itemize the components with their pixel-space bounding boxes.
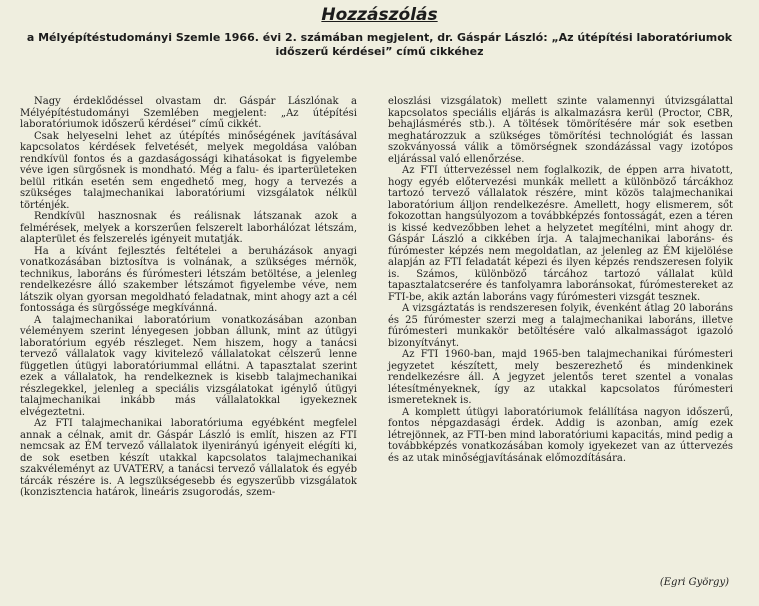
- paragraph: A talajmechanikai laboratórium vonatkozásában azonban véleményem szerint lényegesen jobban állunk, mint az útügyi laboratórium egyéb részleget. Nem hiszem, hogy a tanácsi tervező vállalatok vagy kivitelező vállalatokat célszerű lenne független útügyi laboratóriummal ellátni. A tapasztalat szerint ezek a vállalatok, ha rendelkeznek is kisebb talajmechanikai részlegekkel, jelenleg a speciális vizsgálatokat igénylő útügyi talajmechanikai inkább más vállalatokkal igyekeznek elvégeztetni.: [20, 314, 357, 418]
- left-column: [20, 96, 357, 499]
- paragraph: A vizsgáztatás is rendszeresen folyik, évenként átlag 20 laboráns és 25 fúrómester szerzi meg a talajmechanikai laboráns, illetve fúrómesteri munkakör betöltésére való alkalmasságot igazoló bizonyítványt.: [388, 303, 733, 349]
- paragraph: Az FTI talajmechanikai laboratóriuma egyébként megfelel annak a célnak, amit dr. Gáspár László is említ, hiszen az FTI nemcsak az ÉM tervező vállalatok ilyenirányú igényeit elégíti ki, de sok esetben készít utakkal kapcsolatos talajmechanikai szakvéleményt az UVATERV, a tanácsi tervező vállalatok és egyéb tárcák részére is. A legszükségesebb és egyszerűbb vizsgálatok (konzisztencia határok, lineáris zsugorodás, szem-: [20, 418, 357, 498]
- paragraph: Ha a kívánt fejlesztés feltételei a beruházások anyagi vonatkozásában biztosítva is volnának, a szükséges mérnök, technikus, laboráns és fúrómesteri létszám betöltése, a jelenleg rendelkezésre álló szakember létszámot figyelembe véve, nem látszik olyan gyorsan megoldható feladatnak, mint ahogy azt a cél fontossága és sürgőssége megkívánná.: [20, 245, 357, 314]
- paragraph: eloszlási vizsgálatok) mellett szinte valamennyi útvizsgálattal kapcsolatos speciális eljárás is alkalmazásra kerül (Proctor, CBR, behajlásmérés stb.). A töltések tömörítésére már sok esetben meghatározzuk a szükséges tömörítési technológiát és lassan szokványossá válik a tömörségnek szondázással vagy izotópos eljárással való ellenőrzése.: [388, 96, 733, 165]
- paragraph: Nagy érdeklődéssel olvastam dr. Gáspár Lászlónak a Mélyépítéstudományi Szemlében megjelent: „Az útépítési laboratóriumok időszerű kérdései” című cikkét.: [20, 96, 357, 130]
- right-column: [388, 96, 733, 464]
- article-subtitle: a Mélyépítéstudományi Szemle 1966. évi 2. számában megjelent, dr. Gáspár László: „Az útépítési laboratóriumok időszerű kérdései” című cikkéhez: [26, 31, 733, 58]
- paragraph: Csak helyeselni lehet az útépítés minőségének javításával kapcsolatos kérdések felvetését, melyek megoldása valóban rendkívül fontos és a gazdaságossági kihatásokat is figyelembe véve igen sürgősnek is mondható. Még a falu- és iparterületeken belül ritkán esetén sem engedhető meg, hogy a tervezés a szükséges talajmechanikai laboratóriumi vizsgálatok nélkül történjék.: [20, 130, 357, 211]
- author-signature: (Egri György): [659, 577, 729, 588]
- article-title: Hozzászólás: [321, 5, 438, 25]
- paragraph: Az FTI 1960-ban, majd 1965-ben talajmechanikai fúrómesteri jegyzetet készített, mely beszerezhető és mindenkinek rendelkezésre áll. A jegyzet jelentős teret szentel a vonalas létesítményeknek, így az utakkal kapcsolatos fúrómesteri ismereteknek is.: [388, 349, 733, 406]
- paragraph: Rendkívül hasznosnak és reálisnak látszanak azok a felmérések, melyek a korszerűen felszerelt laborhálózat létszám, alapterület és felszerelés igényeit mutatják.: [20, 211, 357, 245]
- paragraph: Az FTI úttervezéssel nem foglalkozik, de éppen arra hivatott, hogy egyéb előtervezési munkák mellett a különböző tárcákhoz tartozó tervező vállalatok részére, mint közös talajmechanikai laboratórium álljon rendelkezésre. Amellett, hogy elismerem, sőt fokozottan hangsúlyozom a továbbképzés fontosságát, ezen a téren is kissé kedvezőbben lehet a helyzetet megítélni, mint ahogy dr. Gáspár László a cikkében írja. A talajmechanikai laboráns- és fúrómester képzés nem megoldatlan, az jelenleg az ÉM kijelölése alapján az FTI feladatát képezi és ilyen képzés rendszeresen folyik is. Számos, különböző tárcához tartozó vállalat küld tapasztalatcserére és tanfolyamra laboránsokat, fúrómestereket az FTI-be, akik aztán laboráns vagy fúrómesteri vizsgát tesznek.: [388, 165, 733, 303]
- paragraph: A komplett útügyi laboratóriumok felállítása nagyon időszerű, fontos népgazdasági érdek. Addig is azonban, amíg ezek létrejönnek, az FTI-ben mind laboratóriumi kapacitás, mind pedig a továbbképzés vonatkozásában komoly igyekezet van az úttervezés és az utak minőségjavításának előmozdítására.: [388, 406, 733, 464]
